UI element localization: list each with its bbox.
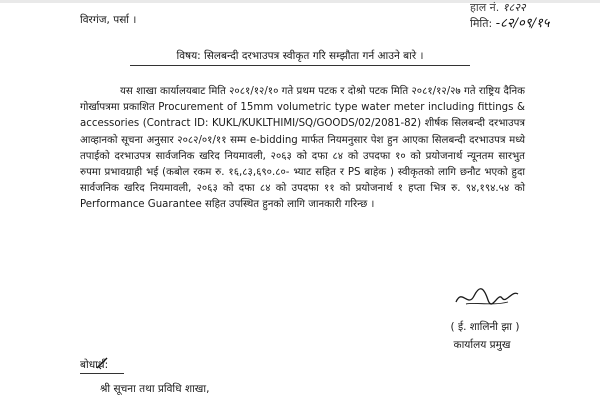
- reference-label: हाल नं.: [470, 1, 500, 14]
- date-value: -८२/०९/१५: [495, 16, 550, 31]
- signer-designation: कार्यालय प्रमुख: [453, 339, 511, 351]
- reference-value: १८२२: [502, 1, 526, 14]
- body-paragraph: यस शाखा कार्यालयबाट मिति २०८१/१२/१० गते प्रथम पटक र दोश्रो पटक मिति २०८१/१२/२७ गते राष्ट्रिय दैनिक गोर्खापत्रमा प्रकाशित Procurement of 15mm volumetric type water meter including fittings & accessories (Contract ID: KUKL/KUKLTHIMI/SQ/GOODS/02/2081-82) शीर्षक सिलबन्दी दरभाउपत्र आव्हानको सूचना अनुसार २०८२/०१/११ सम्म e-bidding मार्फत नियमनुसार पेश हुन आएका सिलबन्दी दरभाउपत्र मध्ये तपाईको दरभाउपत्र सार्वजनिक खरिद नियमावली, २०६३ को दफा ८४ को उपदफा १० को प्रयोजनार्थ न्यूनतम सारभुत रुपमा प्रभावग्राही भई (कबोल रकम रु. १६,८३,६९०.८०- भ्याट सहित र PS बाहेक ) स्वीकृतको लागि छनौट भएको हुदा सार्वजनिक खरिद नियमावली, २०६३ को दफा ८४ को उपदफा ११ को प्रयोजनार्थ १ हप्ता भित्र रु. ९४,१९४.५४ को Performance Guarantee सहित उपस्थित हुनको लागि जानकारी गरिन्छ ।: [80, 86, 525, 211]
- letter-date: [470, 13, 549, 31]
- letter-body: [80, 84, 525, 214]
- signature-scribble: [452, 282, 522, 310]
- cc-underline: [80, 373, 124, 374]
- cc-recipient: श्री सूचना तथा प्रविधि शाखा,: [100, 383, 210, 395]
- signer-name: ( ई. शालिनी झा ): [450, 321, 520, 333]
- cc-section: [80, 358, 124, 374]
- date-label: मिति:: [470, 17, 493, 30]
- subject-text: विषय: सिलबन्दी दरभाउपत्र स्वीकृत गरि सम्झौता गर्न आउने बारे ।: [176, 50, 424, 62]
- recipient-address: विरगंज, पर्सा ।: [80, 14, 137, 26]
- subject-line: [130, 49, 470, 66]
- subject-underline: [130, 65, 470, 66]
- cc-label: बोधार्थ:: [80, 359, 109, 371]
